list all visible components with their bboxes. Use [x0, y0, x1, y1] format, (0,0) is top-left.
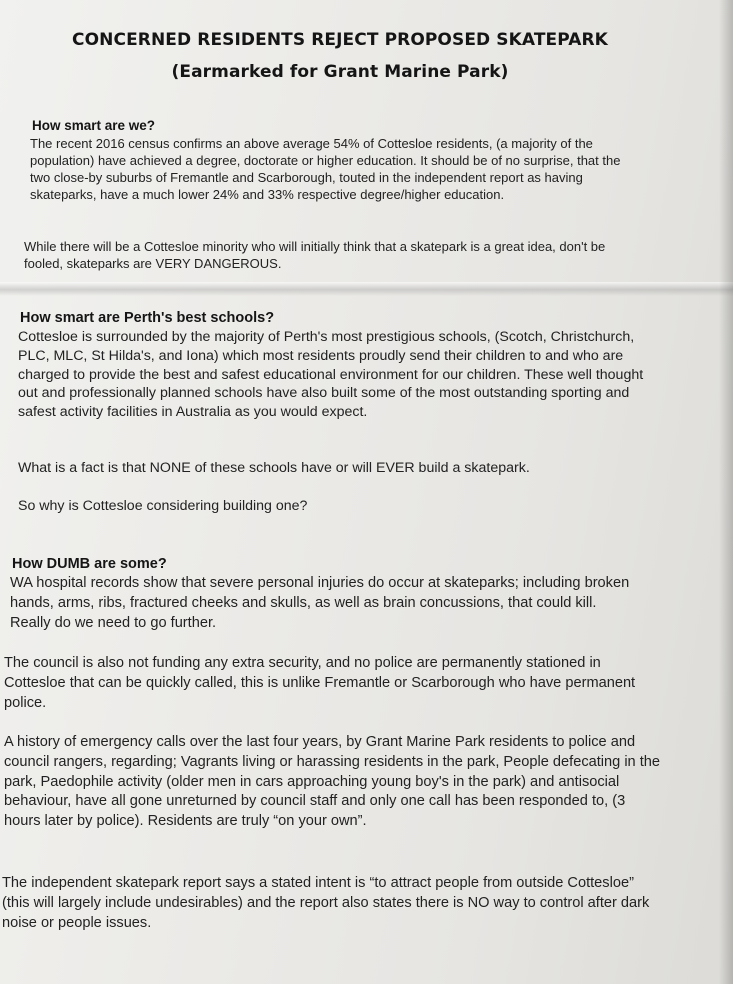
paper-fold	[0, 282, 733, 296]
paragraph-minority: While there will be a Cottesloe minority who will initially think that a skatepark is a great idea, don't be fooled, skateparks are VERY DANGEROUS.	[24, 239, 606, 271]
paragraph-none-skatepark: What is a fact is that NONE of these schools have or will EVER build a skatepark.	[18, 460, 530, 476]
paragraph-schools: Cottesloe is surrounded by the majority of Perth's most prestigious schools, (Scotch, Christchurch, PLC, MLC, St Hilda's, and Iona) which most residents proudly send their children to and who are charged to provide the best and safest educational environment for our children. These well thought out and professionally planned schools have also built some of the most outstanding sporting and safest activity facilities in Australia as you would expect.	[18, 329, 644, 421]
paragraph-security: The council is also not funding any extra security, and no police are permanently stationed in Cottesloe that can be quickly called, this is unlike Fremantle or Scarborough who have permanent police.	[4, 655, 636, 711]
paragraph-emergency-calls: A history of emergency calls over the last four years, by Grant Marine Park residents to police and council rangers, regarding; Vagrants living or harassing residents in the park, People defecating in the park, Paedophile activity (older men in cars approaching young boy's in the park) and antisocial behaviour, have all gone unreturned by council staff and only one call has been responded to, (3 hours later by police). Residents are truly “on your own”.	[4, 734, 661, 830]
section-heading-dumb: How DUMB are some?	[12, 556, 167, 572]
section-heading-how-smart: How smart are we?	[32, 118, 156, 133]
paragraph-injuries: WA hospital records show that severe personal injuries do occur at skateparks; including broken hands, arms, ribs, fractured cheeks and skulls, as well as brain concussions, that could kill. Really do we need to go further.	[10, 575, 630, 631]
paper-edge-shadow	[719, 0, 733, 984]
paragraph-census: The recent 2016 census confirms an above average 54% of Cottesloe residents, (a majority of the population) have achieved a degree, doctorate or higher education. It should be of no surprise, that the two close-by suburbs of Fremantle and Scarborough, touted in the independent report as having skateparks, have a much lower 24% and 33% respective degree/higher education.	[30, 136, 621, 202]
flyer-title: CONCERNED RESIDENTS REJECT PROPOSED SKATEPARK	[72, 30, 608, 50]
section-heading-schools: How smart are Perth's best schools?	[20, 310, 275, 326]
flyer-subtitle: (Earmarked for Grant Marine Park)	[171, 62, 509, 82]
paragraph-why-cottesloe: So why is Cottesloe considering building one?	[18, 498, 308, 514]
paragraph-independent-report: The independent skatepark report says a stated intent is “to attract people from outside Cottesloe” (this will largely include undesirables) and the report also states there is NO way to control after dark noise or people issues.	[2, 875, 650, 931]
